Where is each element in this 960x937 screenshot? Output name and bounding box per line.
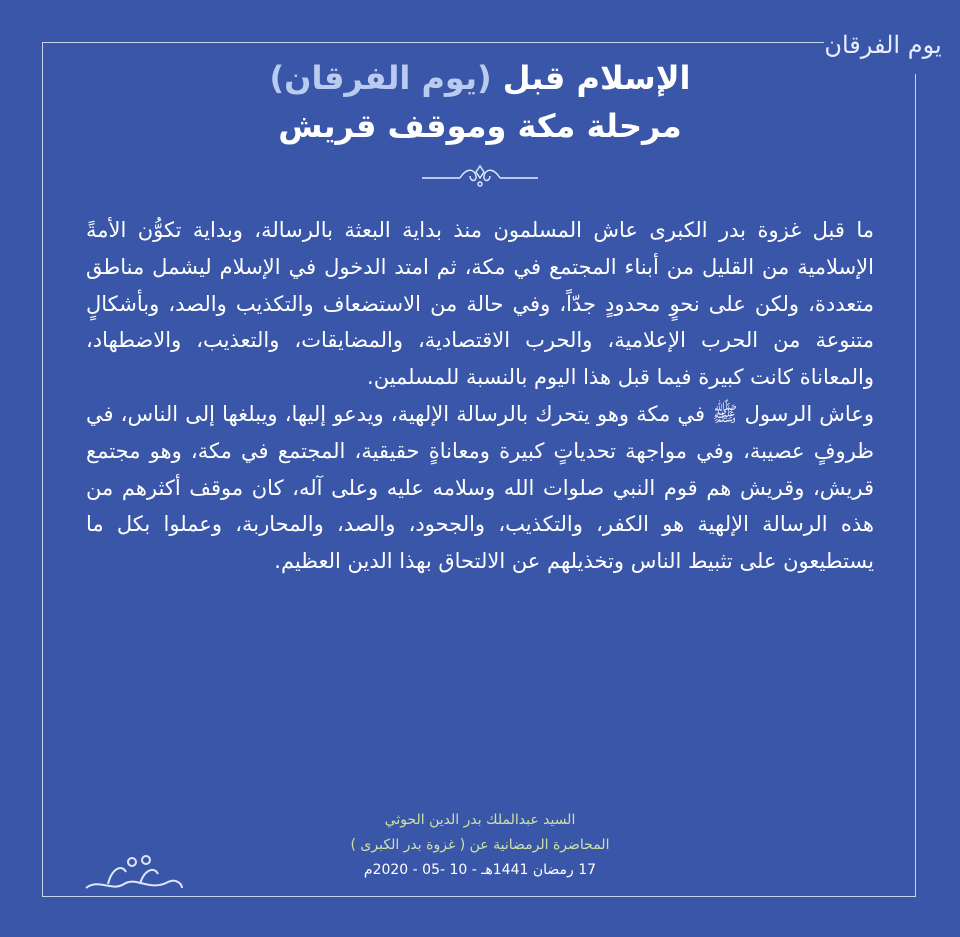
title-main: الإسلام قبل bbox=[502, 59, 691, 97]
calligraphy-logo-icon bbox=[78, 848, 188, 900]
lecture-source: المحاضرة الرمضانية عن ( غزوة بدر الكبرى ) bbox=[350, 837, 610, 853]
brand-logo-text: يوم الفرقان bbox=[824, 31, 942, 59]
page-title bbox=[0, 54, 960, 102]
paragraph-1: ما قبل غزوة بدر الكبرى عاش المسلمون منذ بداية البعثة بالرسالة، وبداية تكوُّن الأمةً الإسلامية من القليل من أبناء المجتمع في مكة، ثم امتد الدخول في الإسلام ليشمل مناطق متعددة، ولكن على نحوٍ محدودٍ جدّاً، وفي حالة من الاستضعاف والتكذيب والصد، وبأشكالٍ متنوعة من الحرب الإعلامية، والحرب الاقتصادية، والمضايقات، والتعذيب، والاضطهاد، والمعاناة كانت كبيرة فيما قبل هذا اليوم بالنسبة للمسلمين. bbox=[86, 218, 874, 390]
ornament-divider-icon bbox=[420, 160, 540, 190]
signature-block bbox=[280, 808, 680, 883]
title-accent: (يوم الفرقان) bbox=[269, 59, 492, 97]
author-name: السيد عبدالملك بدر الدين الحوثي bbox=[384, 812, 576, 828]
title-block bbox=[0, 54, 960, 150]
paragraph-2: وعاش الرسول ﷺ في مكة وهو يتحرك بالرسالة الإلهية، ويدعو إليها، ويبلغها إلى الناس، في ظروفٍ عصيبة، وفي مواجهة تحدياتٍ كبيرة ومعاناةٍ حقيقية، المجتمع في مكة، وهو مجتمع قريش، وقريش هم قوم النبي صلوات الله وسلامه عليه وعلى آله، كان موقف أكثرهم من هذه الرسالة الإلهية هو الكفر، والتكذيب، والجحود، والصد، والمحاربة، وعملوا بكل ما يستطيعون على تثبيط الناس وتخذيلهم عن الالتحاق بهذا الدين العظيم. bbox=[86, 401, 874, 574]
article-body bbox=[86, 212, 874, 580]
page-subtitle: مرحلة مكة وموقف قريش bbox=[278, 107, 682, 145]
lecture-date: 17 رمضان 1441هـ - 10 -05 - 2020م bbox=[363, 862, 597, 878]
